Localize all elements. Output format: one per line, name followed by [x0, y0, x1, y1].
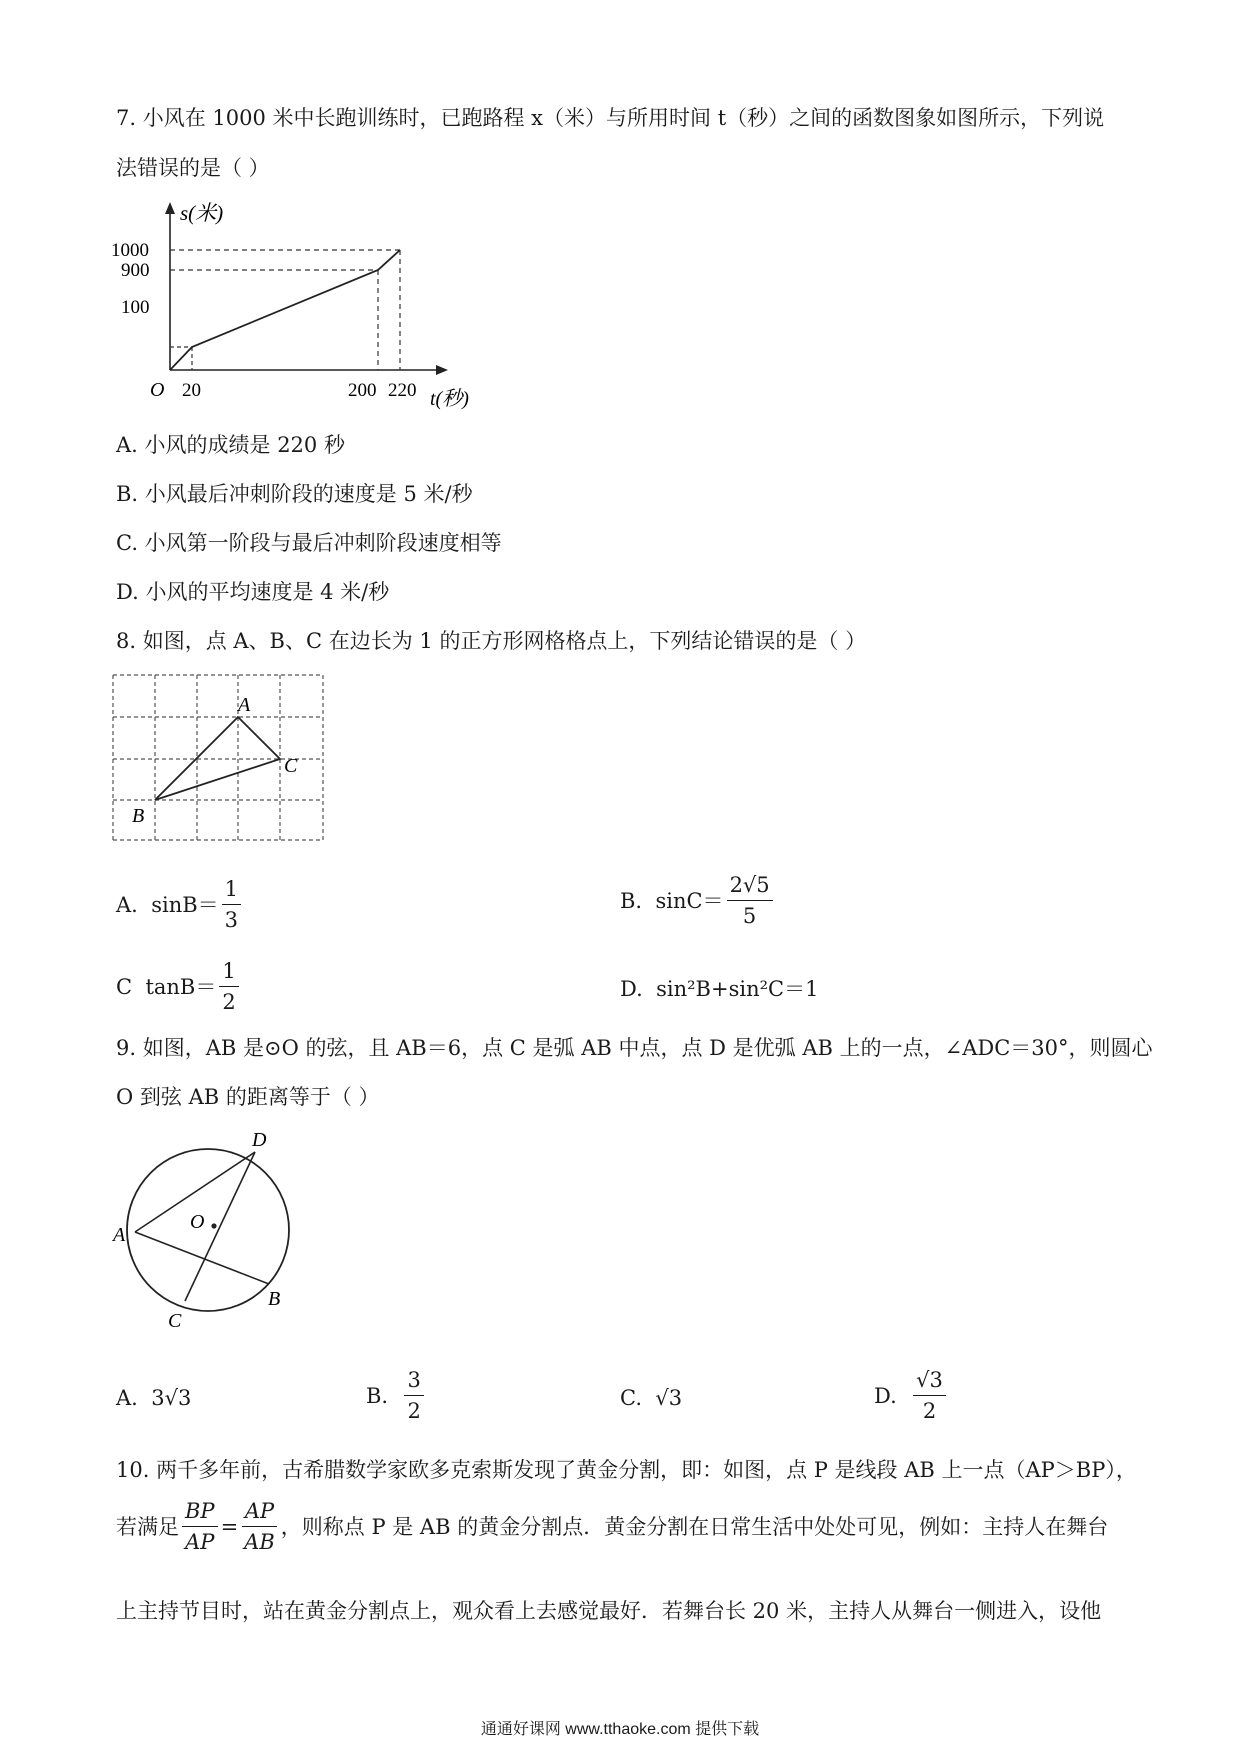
- q8-option-d: [620, 975, 818, 1003]
- q9-option-a: [116, 1384, 191, 1412]
- q9-segment-ab: [135, 1232, 269, 1284]
- q9-option-b-den: 2: [407, 1399, 421, 1423]
- q9-label-c: C: [168, 1310, 182, 1332]
- q9-option-c-expr: √3: [655, 1386, 683, 1410]
- q8-option-c-expr: tanB＝: [145, 974, 217, 999]
- q8-option-c-letter: C: [116, 974, 133, 999]
- q7-option-a: A. 小风的成绩是 220 秒: [116, 433, 345, 457]
- q8-stem: 8. 如图，点 A、B、C 在边长为 1 的正方形网格格点上，下列结论错误的是（ ）: [116, 629, 867, 653]
- q7-y-axis-label: s(米): [180, 201, 224, 225]
- q8-option-a-expr: sinB＝: [151, 892, 219, 917]
- q7-distance-time-graph: [110, 200, 500, 410]
- q10-stem-line1: 10. 两千多年前，古希腊数学家欧多克索斯发现了黄金分割，即：如图，点 P 是线段 AB 上一点（AP＞BP），: [116, 1458, 1137, 1482]
- q7-y-tick-1000: 1000: [111, 240, 149, 261]
- q7-option-c: C. 小风第一阶段与最后冲刺阶段速度相等: [116, 531, 502, 555]
- q10-pre-text: 若满足: [116, 1514, 179, 1539]
- q9-circle-o: [127, 1149, 289, 1311]
- q8-option-b-expr: sinC＝: [655, 888, 724, 913]
- q8-option-a-num: 1: [222, 876, 241, 905]
- q7-stem-line2: 法错误的是（ ）: [116, 156, 270, 180]
- q9-label-d: D: [252, 1129, 267, 1151]
- q8-option-a-letter: A.: [116, 892, 138, 917]
- q8-option-b-den: 5: [742, 904, 757, 928]
- q8-grid-figure: [110, 672, 330, 842]
- q10-equals: =: [220, 1514, 239, 1539]
- q10-stem-line3: 上主持节目时，站在黄金分割点上，观众看上去感觉最好．若舞台长 20 米，主持人从舞台一侧进入，设他: [116, 1599, 1102, 1623]
- q7-y-tick-900: 900: [121, 260, 150, 281]
- q9-option-b-letter: B.: [366, 1383, 389, 1408]
- q10-frac2-den: AB: [244, 1530, 275, 1554]
- page-footer: 通通好课网 www.tthaoke.com 提供下载: [480, 1721, 760, 1738]
- q7-option-b: B. 小风最后冲刺阶段的速度是 5 米/秒: [116, 482, 473, 506]
- q10-frac1-num: BP: [182, 1498, 218, 1527]
- q9-option-d-den: 2: [922, 1399, 937, 1423]
- q10-stem-line2: [116, 1498, 1108, 1555]
- q7-x-tick-220: 220: [388, 380, 417, 401]
- q8-option-a-den: 3: [224, 908, 239, 932]
- q9-stem-line1: 9. 如图，AB 是⊙O 的弦，且 AB＝6，点 C 是弧 AB 中点，点 D 是优弧 AB 上的一点，∠ADC＝30°，则圆心: [116, 1036, 1153, 1060]
- q9-label-o: O: [190, 1211, 205, 1233]
- q9-label-b: B: [268, 1288, 281, 1310]
- q9-circle-figure: [110, 1125, 310, 1335]
- q9-stem-line2: O 到弦 AB 的距离等于（ ）: [116, 1085, 380, 1109]
- q9-option-b: [366, 1367, 427, 1424]
- q9-option-c: [620, 1384, 682, 1412]
- q7-graph-line: [170, 250, 400, 370]
- q7-x-tick-200: 200: [348, 380, 377, 401]
- q10-post-text: ，则称点 P 是 AB 的黄金分割点．黄金分割在日常生活中处处可见，例如：主持人在舞台: [280, 1514, 1109, 1539]
- q8-option-c-num: 1: [219, 958, 238, 987]
- q8-option-b-letter: B.: [620, 888, 643, 913]
- q9-option-d: [874, 1367, 949, 1424]
- q7-y-tick-100: 100: [121, 297, 150, 318]
- q9-center-point: [211, 1223, 216, 1228]
- q9-option-a-letter: A.: [116, 1386, 138, 1410]
- q7-option-d: D. 小风的平均速度是 4 米/秒: [116, 580, 390, 604]
- q8-label-a: A: [238, 694, 251, 716]
- q8-option-b: [620, 872, 776, 929]
- q9-option-d-num: √3: [913, 1367, 946, 1396]
- q9-option-c-letter: C.: [620, 1386, 642, 1410]
- q9-option-d-letter: D.: [874, 1383, 897, 1408]
- q10-frac2-num: AP: [242, 1498, 277, 1527]
- q8-option-b-num: 2√5: [727, 872, 773, 901]
- q7-x-axis-label: t(秒): [430, 388, 469, 410]
- q9-label-a: A: [113, 1224, 126, 1246]
- q7-stem-line1: 7. 小风在 1000 米中长跑训练时，已跑路程 x（米）与所用时间 t（秒）之间的函数图象如图所示，下列说: [116, 106, 1105, 130]
- q9-option-a-expr: 3√3: [151, 1386, 192, 1410]
- q7-origin-label: O: [150, 379, 165, 401]
- q8-option-d-letter: D.: [620, 977, 643, 1001]
- q8-option-a: [116, 876, 244, 933]
- q8-label-b: B: [132, 805, 145, 827]
- q10-frac1-den: AP: [185, 1530, 215, 1554]
- q8-option-c: [116, 958, 242, 1015]
- q8-option-c-den: 2: [222, 990, 236, 1014]
- q8-label-c: C: [284, 755, 298, 777]
- q8-option-d-expr: sin²B+sin²C＝1: [656, 977, 819, 1001]
- q7-x-tick-20: 20: [182, 380, 201, 401]
- q9-option-b-num: 3: [404, 1367, 423, 1396]
